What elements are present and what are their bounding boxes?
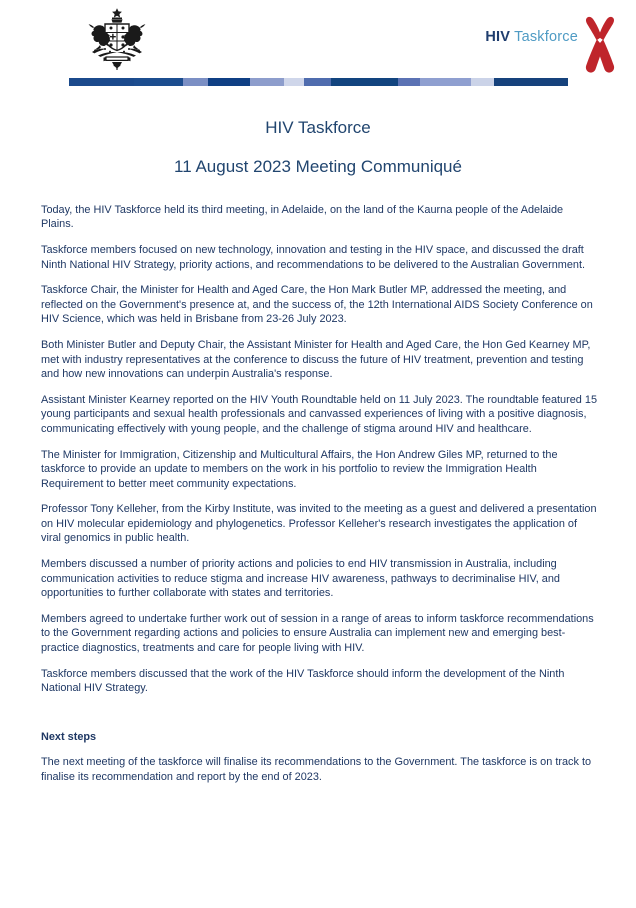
rule-segment-11 <box>494 78 568 86</box>
next-steps-paragraphs <box>41 755 598 784</box>
body-paragraph: The Minister for Immigration, Citizenship and Multicultural Affairs, the Hon Andrew Giles MP, returned to the taskforce to provide an update to members on the work in his portfolio to review the Immigration Health Requirement to better meet community expectations. <box>41 448 558 490</box>
body-paragraph: Members discussed a number of priority actions and policies to end HIV transmission in Australia, including communication activities to reduce stigma and increase HIV awareness, pathways to decriminalise HIV, and opportunities to further collaborate with states and territories. <box>41 558 560 600</box>
australian-coat-of-arms-icon <box>78 6 156 74</box>
brand-secondary-text: Taskforce <box>514 29 578 45</box>
body-paragraph: Members agreed to undertake further work out of session in a range of areas to inform taskforce recommendations to the Government regarding actions and policies to ensure Australia can implement new and emerging best-practice diagnostics, treatments and care for people living with HIV. <box>41 612 594 655</box>
page-subtitle: 11 August 2023 Meeting Communiqué <box>174 157 462 177</box>
body-paragraph: Professor Tony Kelleher, from the Kirby Institute, was invited to the meeting as a guest and delivered a presentation on HIV molecular epidemiology and phylogenetics. Professor Kelleher's research investigates the application of viral genomics in public health. <box>41 503 597 545</box>
rule-segment-6 <box>304 78 331 86</box>
rule-segment-5 <box>284 78 305 86</box>
body-paragraph: Taskforce members focused on new technology, innovation and testing in the HIV space, and discussed the draft Ninth National HIV Strategy, priority actions, and recommendations to be delivered to the Australian Government. <box>41 243 586 271</box>
brand-primary-text: HIV <box>485 29 511 45</box>
title-block <box>0 118 636 178</box>
document-body <box>41 203 598 785</box>
body-paragraph: Today, the HIV Taskforce held its third meeting, in Adelaide, on the land of the Kaurna people of the Adelaide Plains. <box>41 203 564 231</box>
rule-segment-0 <box>69 78 134 86</box>
body-paragraph: Taskforce Chair, the Minister for Health and Aged Care, the Hon Mark Butler MP, addressed the meeting, and reflected on the Government's presence at, and the success of, the 12th International AIDS Society Conference on HIV Science, which was held in Brisbane from 23-26 July 2023. <box>41 284 593 326</box>
rule-segment-2 <box>183 78 208 86</box>
body-paragraph: Assistant Minister Kearney reported on the HIV Youth Roundtable held on 11 July 2023. The roundtable featured 15 young participants and sexual health professionals and canvassed experiences of living with a positive diagnosis, communicating effectively with young people, and the challenge of stigma around HIV and healthcare. <box>41 393 597 435</box>
body-paragraph: Taskforce members discussed that the work of the HIV Taskforce should inform the development of the Ninth National HIV Strategy. <box>41 667 565 695</box>
decorative-segmented-rule <box>69 78 568 86</box>
page-title: HIV Taskforce <box>265 118 371 137</box>
document-header <box>0 0 636 92</box>
rule-segment-4 <box>250 78 284 86</box>
red-awareness-ribbon-icon <box>582 16 618 74</box>
next-steps-paragraph: The next meeting of the taskforce will finalise its recommendations to the Government. The taskforce is on track to finalise its recommendation and report by the end of 2023. <box>41 756 592 783</box>
rule-segment-8 <box>398 78 420 86</box>
section-heading-next-steps: Next steps <box>41 730 97 743</box>
rule-segment-10 <box>471 78 494 86</box>
rule-segment-7 <box>331 78 398 86</box>
rule-segment-3 <box>208 78 250 86</box>
rule-segment-1 <box>134 78 183 86</box>
body-paragraphs <box>41 203 598 696</box>
rule-segment-9 <box>420 78 471 86</box>
hiv-taskforce-logo <box>485 29 578 45</box>
body-paragraph: Both Minister Butler and Deputy Chair, the Assistant Minister for Health and Aged Care, the Hon Ged Kearney MP, met with industry representatives at the conference to discuss the future of HIV treatment, prevention and testing and how new innovations can underpin Australia's response. <box>41 338 591 381</box>
